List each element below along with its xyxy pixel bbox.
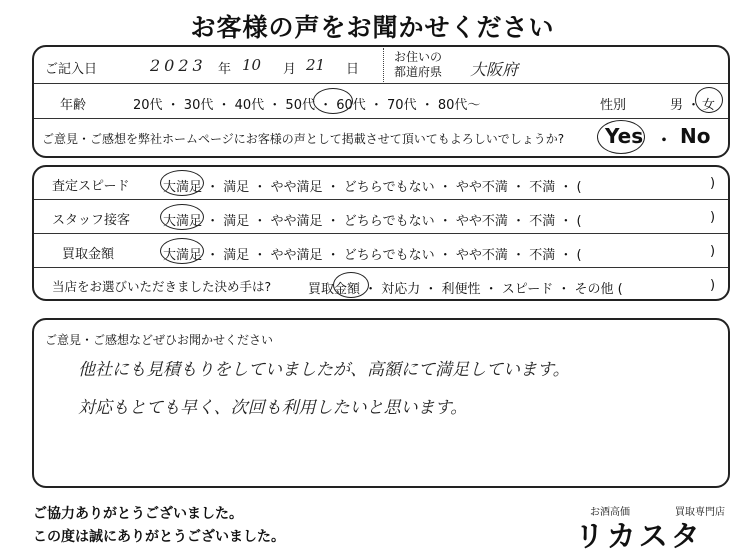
consent-question: ご意見・ご感想を弊社ホームページにお客様の声として掲載させて頂いてもよろしいでしょうか?	[42, 132, 565, 146]
deciding-close: )	[710, 278, 716, 293]
divider	[34, 118, 728, 119]
rating-label-staff: スタッフ接客	[52, 213, 131, 228]
age-selected-circle	[313, 88, 353, 114]
logo-tag-left: お酒高価	[590, 507, 630, 518]
gender-option-male: 男	[670, 98, 684, 113]
divider	[34, 267, 728, 268]
date-label: ご記入日	[45, 62, 98, 77]
consent-yes: Yes	[605, 124, 644, 148]
deciding-selected-circle	[333, 272, 369, 298]
gender-option-sep: ・	[687, 98, 701, 113]
age-options: 20代 ・ 30代 ・ 40代 ・ 50代 ・ 60代 ・ 70代 ・ 80代〜	[133, 98, 481, 113]
divider	[34, 199, 728, 200]
date-year: 2023	[150, 56, 207, 75]
gender-selected-circle	[695, 87, 723, 113]
residence-label: お住いの 都道府県	[394, 50, 443, 79]
logo-tag-right: 買取専門店	[675, 507, 725, 518]
rating-close-staff: )	[710, 210, 716, 225]
logo-text: リカスタ	[575, 519, 703, 553]
divider	[34, 83, 728, 84]
gender-option-female: 女	[702, 98, 716, 113]
age-label: 年齢	[60, 98, 87, 113]
thanks-line-1: ご協力ありがとうございました。	[33, 506, 243, 522]
divider	[34, 233, 728, 234]
thanks-line-2: この度は誠にありがとうございました。	[33, 529, 285, 545]
rating-selected-price	[160, 238, 204, 264]
date-month: 10	[242, 56, 262, 74]
rating-selected-staff	[160, 204, 204, 230]
comment-line-2: 対応もとても早く、次回も利用したいと思います。	[78, 398, 468, 418]
residence-value: 大阪府	[470, 60, 519, 79]
rating-label-price: 買取金額	[62, 247, 115, 262]
comment-line-1: 他社にも見積もりをしていましたが、高額にて満足しています。	[78, 360, 570, 380]
date-day: 21	[306, 56, 326, 74]
date-day-unit: 日	[346, 62, 360, 77]
comments-label: ご意見・ご感想などぜひお聞かせください	[45, 333, 274, 347]
date-month-unit: 月	[283, 62, 297, 77]
rating-options-price: 大満足 ・ 満足 ・ やや満足 ・ どちらでもない ・ やや不満 ・ 不満 ・ (	[163, 248, 582, 263]
deciding-options: 買取金額 ・ 対応力 ・ 利便性 ・ スピード ・ その他 (	[308, 282, 623, 297]
rating-options-staff: 大満足 ・ 満足 ・ やや満足 ・ どちらでもない ・ やや不満 ・ 不満 ・ (	[163, 214, 582, 229]
consent-selected-circle	[597, 120, 645, 154]
rating-options-speed: 大満足 ・ 満足 ・ やや満足 ・ どちらでもない ・ やや不満 ・ 不満 ・ (	[163, 180, 582, 195]
rating-label-speed: 査定スピード	[52, 179, 130, 194]
logo	[575, 500, 735, 554]
gender-label: 性別	[600, 98, 627, 113]
rating-close-speed: )	[710, 176, 716, 191]
rating-close-price: )	[710, 244, 716, 259]
rating-selected-speed	[160, 170, 204, 196]
date-year-unit: 年	[218, 62, 232, 77]
consent-sep: ・	[654, 128, 674, 152]
divider	[383, 48, 384, 82]
consent-no: No	[680, 124, 711, 148]
page-title: お客様の声をお聞かせください	[190, 13, 555, 42]
deciding-question: 当店をお選びいただきました決め手は?	[52, 279, 272, 294]
